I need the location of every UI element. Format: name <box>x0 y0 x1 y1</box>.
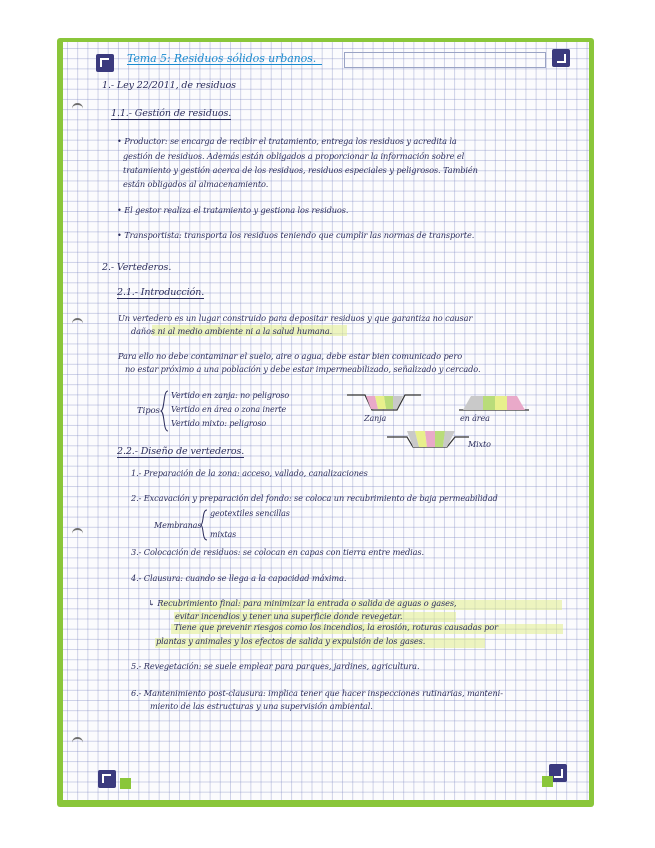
subsection-heading: 2.2.- Diseño de vertederos. <box>117 446 245 457</box>
text-line: 6.- Mantenimiento post-clausura: implica tener que hacer inspecciones rutinarias, manteni- <box>131 688 503 698</box>
notebook-logo-icon <box>98 770 116 788</box>
text-line: 4.- Clausura: cuando se llega a la capacidad máxima. <box>131 573 347 583</box>
text-line: Tiene que prevenir riesgos como los incendios, la erosión, roturas causadas por <box>174 622 498 632</box>
title-underline <box>127 64 322 65</box>
text-line: Un vertedero es un lugar construido para depositar residuos y que garantiza no causar <box>118 313 473 323</box>
text-line: geotextiles sencillas <box>210 509 290 518</box>
title-box <box>344 52 546 68</box>
membranes-label: Membranas <box>154 521 202 530</box>
text-line: 5.- Revegetación: se suele emplear para parques, jardines, agricultura. <box>131 661 420 671</box>
text-line: ↳ Recubrimiento final: para minimizar la entrada o salida de aguas o gases, <box>148 598 457 608</box>
binder-hole-mark <box>72 737 83 748</box>
area-diagram <box>457 390 531 414</box>
text-line: miento de las estructuras y una supervisión ambiental. <box>150 701 373 711</box>
trench-diagram <box>345 390 423 414</box>
text-line: • Transportista: transporta los residuos teniendo que cumplir las normas de transporte. <box>117 230 475 240</box>
text-line: mixtas <box>210 530 237 539</box>
brace-icon <box>200 508 208 542</box>
mixed-diagram <box>385 429 471 451</box>
text-line: evitar incendios y tener una superficie donde revegetar. <box>175 611 403 621</box>
notebook-logo-icon <box>552 49 570 67</box>
binder-hole-mark <box>72 528 83 539</box>
section-heading: 1.- Ley 22/2011, de residuos <box>102 80 236 91</box>
binder-hole-mark <box>72 318 83 329</box>
brace-icon <box>160 389 170 433</box>
text-line: plantas y animales y los efectos de salida y expulsión de los gases. <box>156 636 426 646</box>
text-line: 2.- Excavación y preparación del fondo: se coloca un recubrimiento de baja permeabilidad <box>131 493 498 503</box>
text-line: tratamiento y gestión acerca de los residuos, residuos especiales y peligrosos. También <box>123 165 478 175</box>
section-heading: 2.- Vertederos. <box>102 262 172 273</box>
text-line: están obligados al almacenamiento. <box>123 179 269 189</box>
text-line: Vertido en área o zona inerte <box>171 405 287 414</box>
diagram-label: en área <box>460 414 490 423</box>
subsection-heading: 2.1.- Introducción. <box>117 287 205 298</box>
text-line: 1.- Preparación de la zona: acceso, vallado, canalizaciones <box>131 468 368 478</box>
diagram-label: Mixto <box>468 440 491 449</box>
text-line: gestión de residuos. Además están obligados a proporcionar la información sobre el <box>123 151 465 161</box>
text-line: Vertido en zanja: no peligroso <box>171 391 290 400</box>
corner-mark <box>542 776 553 787</box>
corner-mark <box>120 778 131 789</box>
notebook-logo-icon <box>96 54 114 72</box>
types-label: Tipos <box>137 406 160 416</box>
subsection-heading: 1.1.- Gestión de residuos. <box>111 108 232 119</box>
text-line: • El gestor realiza el tratamiento y gestiona los residuos. <box>117 205 349 215</box>
binder-hole-mark <box>72 103 83 114</box>
text-line: • Productor: se encarga de recibir el tratamiento, entrega los residuos y acredita la <box>117 136 457 146</box>
text-line: daños ni al medio ambiente ni a la salud humana. <box>131 326 333 336</box>
text-line: Para ello no debe contaminar el suelo, aire o agua, debe estar bien comunicado pero <box>118 351 463 361</box>
text-line: Vertido mixto: peligroso <box>171 419 267 428</box>
page-title: Tema 5: Residuos sólidos urbanos. <box>127 52 317 65</box>
diagram-label: Zanja <box>364 414 387 423</box>
text-line: no estar próximo a una población y debe estar impermeabilizado, señalizado y cercado. <box>125 364 481 374</box>
text-line: 3.- Colocación de residuos: se colocan en capas con tierra entre medias. <box>131 547 425 557</box>
